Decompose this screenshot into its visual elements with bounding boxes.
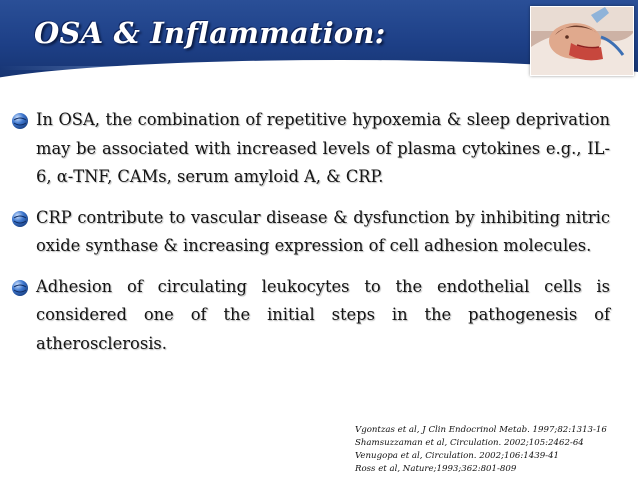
bullet-item <box>10 273 610 359</box>
bullet-text: In OSA, the combination of repetitive hypoxemia & sleep deprivation may be associated with increased levels of plasma cytokines e.g., IL-6, α-TNF, CAMs, serum amyloid A, & CRP. <box>36 110 610 186</box>
bullet-item <box>10 106 610 192</box>
bullet-text: CRP contribute to vascular disease & dysfunction by inhibiting nitric oxide synthase & increasing expression of cell adhesion molecules. <box>36 207 610 255</box>
references <box>355 424 635 476</box>
bullet-item <box>10 204 610 261</box>
sleeping-person-image <box>530 6 634 76</box>
reference-line: Venugopa et al, Circulation. 2002;106:1439-41 <box>355 451 560 461</box>
reference-line: Ross et al, Nature;1993;362:801-809 <box>355 464 517 474</box>
bullet-text: Adhesion of circulating leukocytes to the endothelial cells is considered one of the initial steps in the pathogenesis of atherosclerosis. <box>36 276 610 353</box>
sphere-bullet-icon <box>10 278 30 298</box>
sphere-bullet-icon <box>10 209 30 229</box>
reference-line: Vgontzas et al, J Clin Endocrinol Metab. 1997;82:1313-16 <box>355 425 607 435</box>
slide-title: OSA & Inflammation: <box>34 16 386 50</box>
sphere-bullet-icon <box>10 111 30 131</box>
slide-header <box>0 0 638 82</box>
bullet-list <box>10 106 610 370</box>
reference-line: Shamsuzzaman et al, Circulation. 2002;105:2462-64 <box>355 438 584 448</box>
